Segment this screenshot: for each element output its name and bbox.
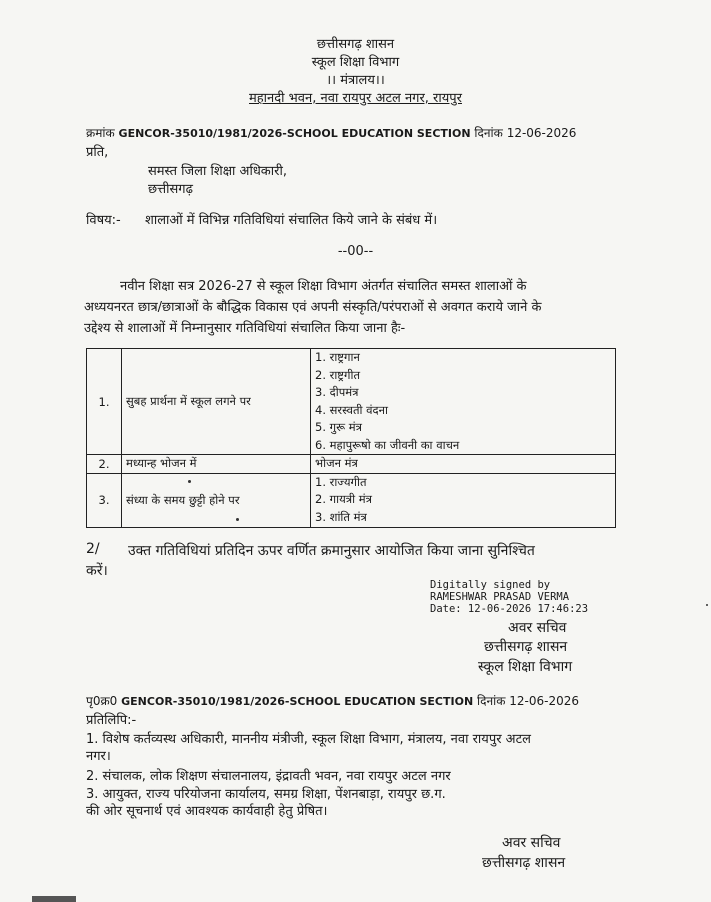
ref-number: GENCOR-35010/1981/2026-SCHOOL EDUCATION SECTION	[118, 127, 471, 140]
ref-date: 12-06-2026	[506, 126, 577, 140]
body-line-3: उद्देश्य से शालाओं में निम्नानुसार गतिविधियां संचालित किया जाना हैः-	[84, 321, 406, 336]
copy-item-2: 2. संचालक, लोक शिक्षण संचालनालय, इंद्रावती भवन, नवा रायपुर अटल नगर	[86, 769, 451, 784]
point2-line-1: उक्त गतिविधियां प्रतिदिन ऊपर वर्णित क्रमानुसार आयोजित किया जाना सुनिश्चित	[128, 543, 535, 559]
endorsement-prefix: पृ0क्र0	[86, 694, 118, 708]
list-item: 2. गायत्री मंत्र	[315, 492, 372, 507]
table-row	[87, 473, 616, 527]
point2-line-2: करें।	[86, 563, 108, 579]
endorsement-date-label: दिनांक	[476, 694, 506, 708]
header-ministry: ।। मंत्रालय।।	[326, 73, 385, 88]
header-government: छत्तीसगढ़ शासन	[316, 37, 395, 52]
list-item: 1. राज्यगीत	[315, 474, 367, 489]
scan-speck	[188, 480, 191, 483]
scan-speck	[236, 518, 239, 521]
row-number: 3.	[87, 473, 122, 527]
digital-signature-date: Date: 12-06-2026 17:46:23	[430, 603, 589, 615]
digital-signature-name: RAMESHWAR PRASAD VERMA	[430, 591, 570, 603]
table-row	[87, 349, 616, 455]
list-item: 6. महापुरूषो का जीवनी का वाचन	[315, 437, 460, 452]
row-items	[311, 473, 616, 527]
digital-signature-line-1: Digitally signed by	[430, 579, 551, 591]
reference-line	[86, 124, 576, 141]
list-item: 5. गुरू मंत्र	[315, 420, 362, 434]
list-item: 3. शांति मंत्र	[315, 509, 367, 524]
scan-edge-mark	[32, 896, 76, 902]
row-label: सुबह प्रार्थना में स्कूल लगने पर	[122, 349, 311, 455]
ref-prefix: क्रमांक	[86, 126, 115, 140]
footer-government: छत्तीसगढ़ शासन	[482, 855, 566, 871]
activities-table	[86, 348, 616, 528]
row-label: संध्या के समय छुट्टी होने पर	[122, 473, 311, 527]
table-row	[87, 455, 616, 474]
row-items	[311, 455, 616, 474]
row-label: मध्यान्ह भोजन में	[122, 455, 311, 474]
footer-designation: अवर सचिव	[502, 835, 561, 851]
copy-item-3-cont: की ओर सूचनार्थ एवं आवश्यक कार्यवाही हेतु प्रेषित।	[86, 804, 328, 819]
endorsement-reference	[86, 692, 579, 709]
header-address: महानदी भवन, नवा रायपुर अटल नगर, रायपुर	[249, 91, 462, 106]
row-items	[311, 349, 616, 455]
copy-item-1: 1. विशेष कर्तव्यस्थ अधिकारी, माननीय मंत्रीजी, स्कूल शिक्षा विभाग, मंत्रालय, नवा रायपुर अटल	[86, 732, 531, 747]
point2-number: 2/	[86, 541, 100, 557]
scan-speck	[706, 604, 708, 606]
signatory-government: छत्तीसगढ़ शासन	[484, 639, 568, 655]
ref-date-label: दिनांक	[474, 126, 503, 140]
row-number: 2.	[87, 455, 122, 474]
header-department: स्कूल शिक्षा विभाग	[311, 55, 400, 70]
copy-item-3: 3. आयुक्त, राज्य परियोजना कार्यालय, समग्र शिक्षा, पेंशनबाड़ा, रायपुर छ.ग.	[86, 787, 446, 802]
list-item: 4. सरस्वती वंदना	[315, 402, 389, 417]
to-state: छत्तीसगढ़	[148, 182, 193, 197]
signatory-department: स्कूल शिक्षा विभाग	[478, 659, 573, 675]
body-line-2: अध्ययनरत छात्र/छात्राओं के बौद्धिक विकास एवं अपनी संस्कृति/परंपराओं से अवगत कराये जाने के	[84, 300, 542, 315]
row-number: 1.	[87, 349, 122, 455]
subject-text: शालाओं में विभिन्न गतिविधियां संचालित किये जाने के संबंध में।	[145, 213, 438, 228]
signatory-designation: अवर सचिव	[508, 620, 567, 636]
subject-label: विषय:-	[86, 213, 121, 228]
copy-item-1-cont: नगर।	[86, 749, 111, 764]
separator: --00--	[337, 244, 374, 259]
to-recipient: समस्त जिला शिक्षा अधिकारी,	[148, 164, 287, 179]
copy-label: प्रतिलिपि:-	[86, 713, 137, 728]
endorsement-date: 12-06-2026	[509, 694, 580, 708]
body-line-1: नवीन शिक्षा सत्र 2026-27 से स्कूल शिक्षा विभाग अंतर्गत संचालित समस्त शालाओं के	[120, 279, 527, 294]
list-item: 2. राष्ट्रगीत	[315, 367, 361, 382]
endorsement-number: GENCOR-35010/1981/2026-SCHOOL EDUCATION SECTION	[121, 695, 474, 708]
list-item: 3. दीपमंत्र	[315, 385, 359, 399]
to-label: प्रति,	[86, 145, 109, 160]
list-item: 1. राष्ट्रगान	[315, 350, 360, 364]
list-item: भोजन मंत्र	[315, 456, 358, 470]
